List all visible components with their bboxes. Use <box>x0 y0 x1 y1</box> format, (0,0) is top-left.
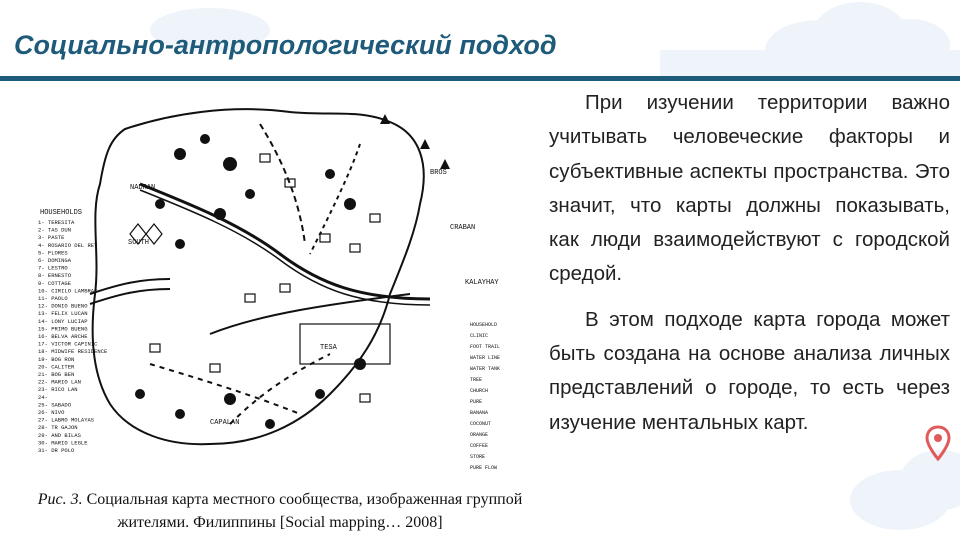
map-household-list <box>38 219 108 454</box>
household-entry: 4- ROSARIO DEL REY <box>38 241 98 249</box>
legend-entry: TREE <box>470 377 483 383</box>
household-entry: 8- ERNESTO <box>38 272 72 280</box>
legend-entry: BANANA <box>470 410 489 416</box>
household-entry: 18- MIDWIFE RESIDENCE <box>38 348 108 356</box>
household-entry: 16- BELVA ARCHE <box>38 333 88 340</box>
legend-entry: WATER TANK <box>470 366 501 372</box>
household-entry: 31- DR POLO <box>38 447 75 454</box>
caption-text: Социальная карта местного сообщества, изображенная группой жителями. Филиппины [Social mapping… 2008] <box>82 491 523 531</box>
map-label-tesa: TESA <box>320 344 337 352</box>
map-label-craban: CRABAN <box>450 224 476 232</box>
map-label-kalayhay: KALAYHAY <box>465 279 499 287</box>
caption-figure-number: Рис. 3. <box>37 491 83 508</box>
map-label-capalan: CAPALAN <box>210 419 240 427</box>
paragraph-1: При изучении территории важно учитывать человеческие факторы и субъективные аспекты пространства. Это значит, что карты должны показывать, как люди взаимодействуют с городской средой. <box>549 91 950 286</box>
household-entry: 20- CALITER <box>38 363 75 371</box>
paragraph-2: В этом подходе карта города может быть создана на основе анализа личных представлений о городе, то есть через изучение ментальных карт. <box>549 307 950 434</box>
household-entry: 19- BOG RON <box>38 355 75 363</box>
map-label-nadran: NADRAN <box>130 184 156 192</box>
household-entry: 11- PAOLO <box>38 295 68 302</box>
legend-entry: STORE <box>470 454 486 460</box>
figure-caption <box>0 488 560 534</box>
household-entry: 26- NIVO <box>38 409 65 416</box>
household-entry: 27- LABRO MOLAYAS <box>38 416 95 424</box>
household-entry: 13- FELIX LUCAN <box>38 310 88 318</box>
household-entry: 9- COTTAGE <box>38 279 72 287</box>
social-map-drawing <box>30 94 540 490</box>
household-entry: 15- PRIMO BUENG <box>38 325 88 333</box>
social-map-image <box>30 94 540 490</box>
household-entry: 22- MARIO LAN <box>38 378 81 386</box>
legend-entry: CLINIC <box>470 333 489 339</box>
legend-entry: FOOT TRAIL <box>470 344 501 350</box>
legend-entry: COCONUT <box>470 421 492 427</box>
household-entry: 1- TERESITA <box>38 219 75 226</box>
household-entry: 2- TAS DUN <box>38 226 72 234</box>
legend-entry: WATER LINE <box>470 355 501 361</box>
map-label-bros: BROS <box>430 169 447 177</box>
household-entry: 12- DONIO BUENO <box>38 302 88 310</box>
household-entry: 25- SABADO <box>38 401 72 409</box>
household-entry: 7- LESTRO <box>38 264 68 272</box>
household-entry: 28- TR GAJON <box>38 424 78 432</box>
slide-body <box>549 86 950 440</box>
household-entry: 3- PASTE <box>38 234 65 242</box>
household-entry: 24- <box>38 393 48 401</box>
household-entry: 29- AND BILAS <box>38 431 81 439</box>
page-title: Социально-антропологический подход <box>14 30 557 60</box>
legend-entry: PURE FLOW <box>470 465 498 471</box>
household-entry: 6- DOMINGA <box>38 257 72 264</box>
map-label-south: SOUTH <box>128 239 150 247</box>
household-entry: 14- LONY LUCIAP <box>38 317 88 325</box>
household-entry: 21- BOG BEN <box>38 371 75 378</box>
household-entry: 17- VICTOR CAPINIC <box>38 340 98 348</box>
household-entry: 30- MARIO LEGLE <box>38 439 88 447</box>
legend-entry: ORANGE <box>470 432 489 438</box>
map-legend-title: HOUSEHOLDS <box>40 209 83 217</box>
map-pin-icon <box>925 425 951 461</box>
household-entry: 23- RICO LAN <box>38 386 78 394</box>
title-underline <box>0 76 960 81</box>
legend-entry: CHURCH <box>470 388 489 394</box>
legend-entry: PURE <box>470 399 483 405</box>
household-entry: 5- FLORES <box>38 249 68 257</box>
legend-entry: HOUSEHOLD <box>470 322 498 328</box>
map-legend <box>470 322 500 471</box>
household-entry: 10- CIRILO LAMBRAS <box>38 287 98 295</box>
legend-entry: COFFEE <box>470 443 489 449</box>
